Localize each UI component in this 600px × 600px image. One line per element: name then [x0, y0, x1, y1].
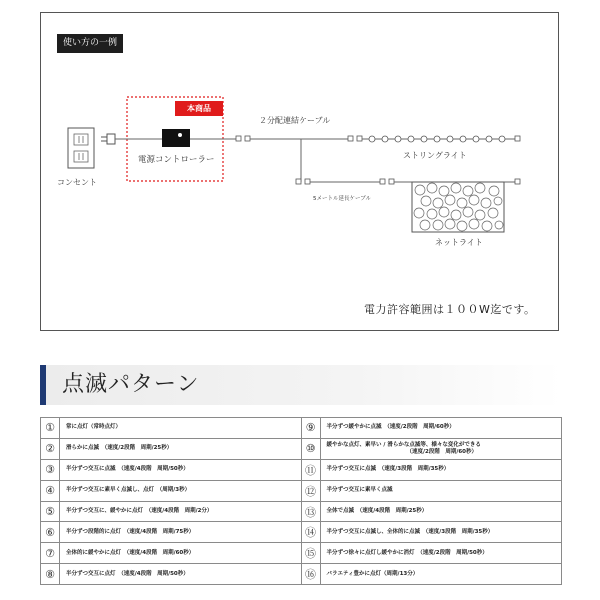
pattern-subtext: （速度/2段階 周期/60秒）: [406, 448, 477, 455]
pattern-description: [320, 564, 562, 585]
pattern-text: 全体で点滅 （速度/4段階 周期/25秒）: [326, 507, 428, 514]
pattern-description: [320, 522, 562, 543]
pattern-number: ⑮: [301, 543, 320, 564]
pattern-number: ③: [41, 459, 60, 480]
pattern-number: ②: [41, 438, 60, 459]
pattern-text: 緩やかな点灯、素早い / 滑らかな点滅等、様々な変化ができる: [326, 441, 481, 448]
pattern-text: 半分ずつ徐々に点灯し緩やかに消灯 （速度/2段階 周期/50秒）: [326, 549, 488, 556]
pattern-text: 半分ずつ交互に、緩やかに点灯 （速度/4段階 周期/2分）: [66, 507, 213, 514]
pattern-number: ④: [41, 480, 60, 501]
pattern-number: ⑦: [41, 543, 60, 564]
connector-icon: [236, 136, 241, 141]
pattern-description: [320, 418, 562, 439]
pattern-description: [320, 459, 562, 480]
pattern-row: [41, 418, 562, 439]
pattern-row: [41, 501, 562, 522]
string-light-label: ストリングライト: [403, 151, 467, 160]
connector-icon: [305, 179, 310, 184]
cable-label: ２分配連結ケーブル: [259, 116, 331, 125]
pattern-description: [320, 480, 562, 501]
pattern-row: [41, 438, 562, 459]
pattern-number: ①: [41, 418, 60, 439]
controller-button-icon: [178, 133, 182, 137]
connector-icon: [245, 136, 250, 141]
pattern-text: バラエティ豊かに点灯（周期/13分）: [326, 570, 419, 577]
section-accent-bar: [40, 365, 46, 405]
pattern-number: ⑨: [301, 418, 320, 439]
connector-icon: [389, 179, 394, 184]
blink-patterns-table: [40, 417, 562, 585]
pattern-text: 常に点灯（常時点灯）: [66, 424, 122, 431]
pattern-description: [60, 501, 302, 522]
pattern-number: ⑯: [301, 564, 320, 585]
pattern-text: 半分ずつ交互に素早く点滅: [326, 487, 393, 494]
connector-icon: [296, 179, 301, 184]
pattern-row: [41, 543, 562, 564]
pattern-number: ⑭: [301, 522, 320, 543]
usage-example-label: 使い方の一例: [57, 34, 123, 53]
pattern-description: [60, 564, 302, 585]
pattern-description: [320, 543, 562, 564]
pattern-description: [60, 459, 302, 480]
pattern-description: [60, 543, 302, 564]
new-item-badge: 本商品: [175, 101, 223, 116]
plug-icon: [101, 134, 115, 144]
pattern-text: 半分ずつ緩やかに点滅 （速度/2段階 周期/60秒）: [326, 424, 455, 431]
pattern-description: [60, 418, 302, 439]
pattern-description: [60, 438, 302, 459]
pattern-number: ⑩: [301, 438, 320, 459]
connector-icon: [348, 136, 353, 141]
pattern-number: ⑬: [301, 501, 320, 522]
pattern-text: 半分ずつ段階的に点灯 （速度/4段階 周期/75秒）: [66, 528, 195, 535]
net-light-icon: [412, 182, 504, 232]
pattern-text: 全体的に緩やかに点灯 （速度/4段階 周期/60秒）: [66, 549, 195, 556]
section-title: 点滅パターン: [62, 372, 200, 397]
extension-cable-label: 5メートル延長ケーブル: [313, 196, 372, 202]
pattern-text: 半分ずつ交互に点滅 （速度/4段階 周期/50秒）: [66, 466, 189, 473]
pattern-description: [60, 522, 302, 543]
pattern-text: 滑らかに点滅 （速度/2段階 周期/25秒）: [66, 445, 173, 452]
end-cap-icon: [515, 179, 520, 184]
pattern-number: ⑧: [41, 564, 60, 585]
pattern-description: [320, 438, 562, 459]
end-cap-icon: [515, 136, 520, 141]
pattern-description: [60, 480, 302, 501]
pattern-number: ⑪: [301, 459, 320, 480]
outlet-label: コンセント: [57, 178, 97, 187]
pattern-number: ⑤: [41, 501, 60, 522]
pattern-text: 半分ずつ交互に点滅し、全体的に点滅 （速度/3段階 周期/35秒）: [326, 528, 494, 535]
net-light-label: ネットライト: [435, 238, 483, 247]
pattern-text: 半分ずつ交互に点灯 （速度/4段階 周期/50秒）: [66, 570, 189, 577]
connector-icon: [380, 179, 385, 184]
section-header: [40, 365, 562, 405]
power-limit-note: 電力許容範囲は１００W迄です。: [364, 303, 536, 316]
controller-box: [162, 129, 190, 147]
pattern-description: [320, 501, 562, 522]
outlet-icon: [68, 128, 94, 168]
pattern-text: 半分ずつ交互に点滅 （速度/3段階 周期/35秒）: [326, 466, 450, 473]
pattern-number: ⑫: [301, 480, 320, 501]
pattern-row: [41, 459, 562, 480]
connector-icon: [357, 136, 362, 141]
pattern-text: 半分ずつ交互に素早く点滅し、点灯 （周期/3秒）: [66, 487, 191, 494]
pattern-row: [41, 480, 562, 501]
pattern-row: [41, 564, 562, 585]
pattern-number: ⑥: [41, 522, 60, 543]
controller-label: 電源コントローラー: [138, 155, 215, 165]
pattern-row: [41, 522, 562, 543]
